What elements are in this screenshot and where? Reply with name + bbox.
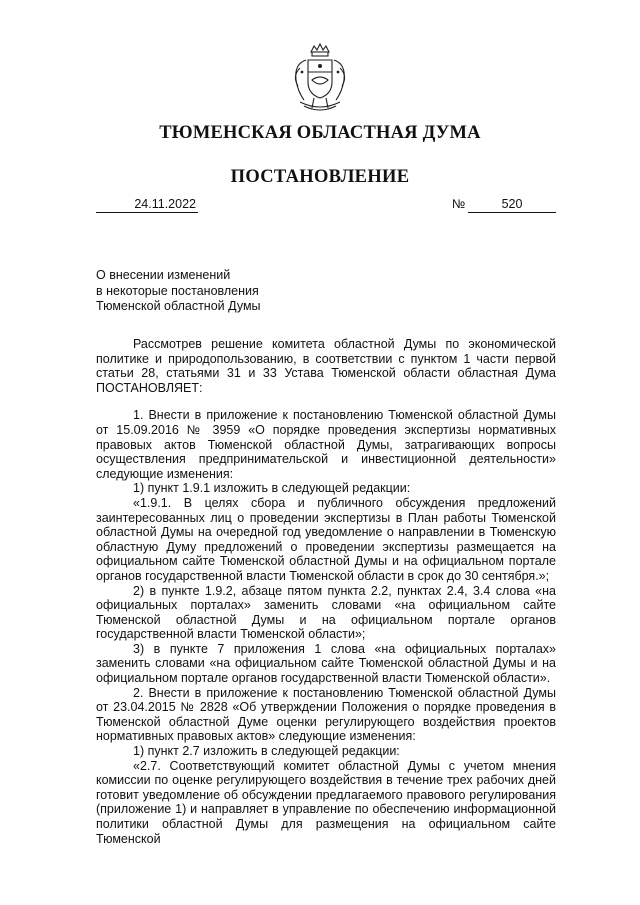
body-paragraph: 1) пункт 2.7 изложить в следующей редакции: xyxy=(133,744,400,759)
body-paragraph: 2) в пункте 1.9.2, абзаце пятом пункта 2.2, пунктах 2.4, 3.4 слова «на официальных порталах» заменить словами «на официальном сайте Тюменской областной Думы и на официальном портале органов государственной власти Тюменской области»; xyxy=(96,583,556,642)
document-type-title: ПОСТАНОВЛЕНИЕ xyxy=(230,167,410,187)
subject-line: О внесении изменений xyxy=(96,268,231,282)
body-paragraph: 3) в пункте 7 приложения 1 слова «на официальных порталах» заменить словами «на официальном сайте Тюменской областной Думы и на официальном портале органов государственной власти Тюменской области». xyxy=(96,641,556,686)
document-date: 24.11.2022 xyxy=(96,197,198,213)
organization-title: ТЮМЕНСКАЯ ОБЛАСТНАЯ ДУМА xyxy=(159,123,481,143)
document-body xyxy=(96,337,556,846)
document-number: 520 xyxy=(468,197,556,213)
number-label: № xyxy=(452,197,466,211)
body-paragraph: «2.7. Соответствующий комитет областной Думы с учетом мнения комиссии по оценке регулирующего воздействия в течение трех рабочих дней готовит уведомление об обсуждении предлагаемого правового регулирования (приложение 1) и направляет в управление по обеспечению информационной политики областной Думы для размещения на официальном сайте Тюменской xyxy=(96,758,556,846)
document-subject xyxy=(96,268,261,315)
body-paragraph: 1) пункт 1.9.1 изложить в следующей редакции: xyxy=(133,481,411,496)
body-paragraph: 2. Внести в приложение к постановлению Тюменской областной Думы от 23.04.2015 № 2828 «Об утверждении Положения о порядке проведения в Тюменской областной Думе оценки регулирующего воздействия проектов нормативных правовых актов» следующие изменения: xyxy=(96,685,556,744)
body-paragraph: «1.9.1. В целях сбора и публичного обсуждения предложений заинтересованных лиц о проведении экспертизы в План работы Тюменской областной Думы на очередной год уведомление о направлении в Тюменскую областную Думу предложений о проведении экспертизы размещается на официальном сайте Тюменской областной Думы и на официальном портале органов государственной власти Тюменской области в срок до 30 сентября.»; xyxy=(96,495,556,583)
subject-line: Тюменской областной Думы xyxy=(96,299,261,313)
body-paragraph: 1. Внести в приложение к постановлению Тюменской областной Думы от 15.09.2016 № 3959 «О порядке проведения экспертизы нормативных правовых актов Тюменской областной Думы, затрагивающих вопросы осуществления предпринимательской и инвестиционной деятельности» следующие изменения: xyxy=(96,408,556,481)
subject-line: в некоторые постановления xyxy=(96,283,259,298)
body-paragraph: Рассмотрев решение комитета областной Думы по экономической политике и природопользованию, в соответствии с пунктом 1 части первой статьи 28, статьями 31 и 33 Устава Тюменской области областная Дума ПОСТАНОВЛЯЕТ: xyxy=(96,337,556,395)
coat-of-arms-icon xyxy=(284,42,356,118)
